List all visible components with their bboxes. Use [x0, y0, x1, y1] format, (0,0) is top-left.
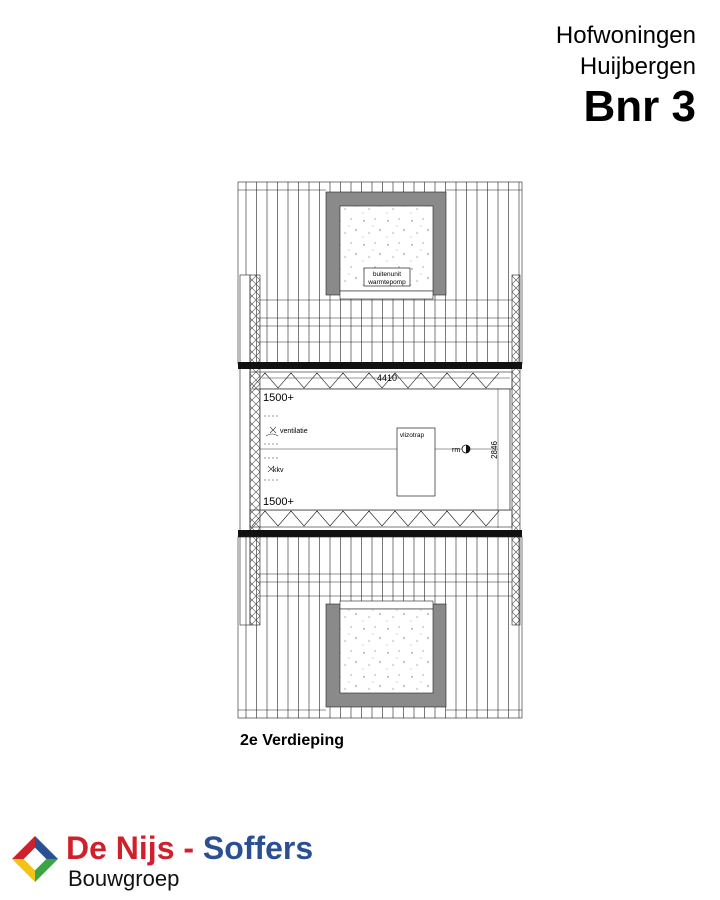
attic-ladder: [397, 428, 435, 496]
company-logo: [8, 828, 408, 894]
outdoor-unit-label-2: warmtepomp: [368, 279, 406, 286]
attic-ladder-label: vlizotrap: [399, 432, 425, 439]
company-name-part2: Soffers: [202, 830, 314, 866]
company-name-part1: De Nijs: [66, 830, 175, 866]
width-dimension: 4410: [376, 373, 398, 383]
company-name: [66, 828, 313, 868]
ventilation-label: ventilatie: [280, 428, 308, 435]
project-name: Hofwoningen: [555, 22, 696, 49]
boiler-label: kkv: [273, 467, 284, 474]
project-location: Huijbergen: [579, 53, 696, 80]
smoke-detector-label: rm: [452, 447, 461, 454]
dormer-bottom: [326, 601, 446, 707]
company-name-separator: -: [183, 830, 195, 866]
company-logo-mark-icon: [8, 832, 62, 886]
truss-bottom: [250, 510, 512, 527]
heat-pump-outdoor-unit: [364, 268, 410, 286]
height-label-bottom: 1500+: [263, 496, 294, 508]
company-subtitle: Bouwgroep: [68, 866, 180, 891]
attic-room: [260, 378, 510, 528]
lot-number: Bnr 3: [583, 82, 696, 131]
outdoor-unit-label-1: buitenunit: [372, 271, 402, 278]
floor-caption: 2e Verdieping: [240, 732, 345, 749]
depth-dimension: 2846: [490, 441, 499, 459]
height-label-top: 1500+: [263, 392, 294, 404]
